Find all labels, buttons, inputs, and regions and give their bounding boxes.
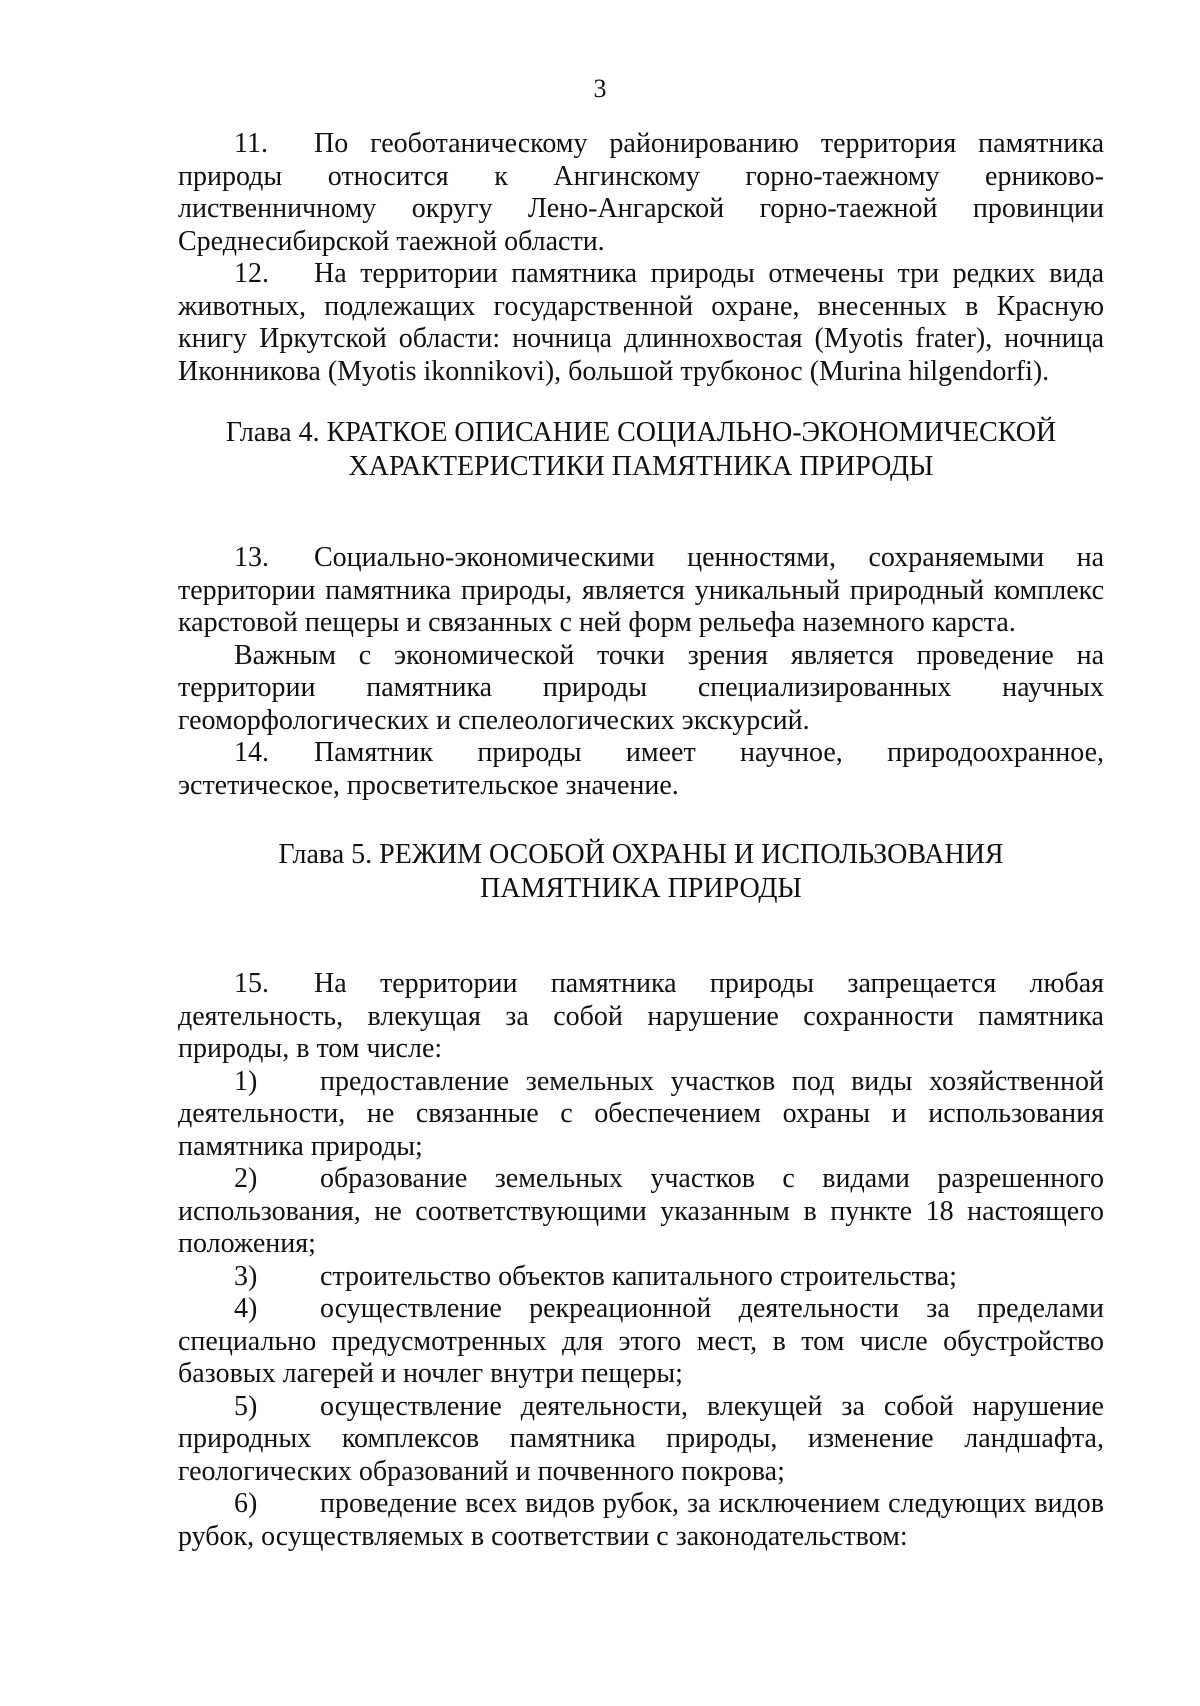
chapter-4-heading (178, 416, 1104, 484)
chapter-heading-line: Глава 5. РЕЖИМ ОСОБОЙ ОХРАНЫ И ИСПОЛЬЗОВАНИЯ (278, 839, 1004, 870)
list-item-text: проведение всех видов рубок, за исключением следующих видов рубок, осуществляемых в соответствии с законодательством: (178, 1488, 1104, 1552)
list-item-text: образование земельных участков с видами разрешенного использования, не соответствующими указанным в пункте 18 настоящего положения; (178, 1163, 1104, 1259)
list-item-number: 1) (234, 1065, 258, 1097)
list-item-number: 2) (234, 1163, 258, 1194)
paragraph-14 (178, 737, 1104, 802)
list-item-number: 3) (234, 1260, 258, 1292)
chapter-heading-line: ХАРАКТЕРИСТИКИ ПАМЯТНИКА ПРИРОДЫ (348, 451, 934, 482)
list-item-6 (178, 1488, 1104, 1553)
paragraph-text: Памятник природы имеет научное, природоохранное, эстетическое, просветительское значение. (178, 737, 1104, 801)
paragraph-text: На территории памятника природы отмечены три редких вида животных, подлежащих государственной охране, внесенных в Красную книгу Иркутской области: ночница длиннохвостая (Myotis frater), ночница Иконникова (Myotis ikonnikovi), большой трубконос (Murina hilgendorfi). (178, 258, 1104, 387)
list-item-1 (178, 1066, 1104, 1164)
paragraph-12 (178, 258, 1104, 388)
list-item-number: 4) (234, 1293, 258, 1324)
chapter-heading-line: ПАМЯТНИКА ПРИРОДЫ (480, 873, 802, 904)
list-item-text: осуществление рекреационной деятельности за пределами специально предусмотренных для этого мест, в том числе обустройство базовых лагерей и ночлег внутри пещеры; (178, 1293, 1104, 1389)
chapter-5-heading (178, 838, 1104, 906)
list-item-text: строительство объектов капитального строительства; (320, 1260, 957, 1292)
list-item-text: осуществление деятельности, влекущей за собой нарушение природных комплексов памятника природы, изменение ландшафта, геологических образований и почвенного покрова; (178, 1390, 1104, 1487)
list-item-text: предоставление земельных участков под виды хозяйственной деятельности, не связанные с обеспечением охраны и использования памятника природы; (178, 1065, 1104, 1162)
paragraph-text: По геоботаническому районированию территория памятника природы относится к Ангинскому горно-таежному ерниково-лиственничному округу Лено-Ангарской горно-таежной провинции Среднесибирской таежной области. (178, 128, 1104, 257)
paragraph-number: 13. (234, 542, 269, 573)
list-item-2 (178, 1163, 1104, 1261)
list-item-number: 6) (234, 1488, 258, 1519)
list-item-3 (178, 1261, 1104, 1294)
paragraph-11 (178, 128, 1104, 258)
chapter-heading-line: Глава 4. КРАТКОЕ ОПИСАНИЕ СОЦИАЛЬНО-ЭКОНОМИЧЕСКОЙ (225, 417, 1057, 448)
paragraph-13-continued (178, 640, 1104, 738)
list-item-number: 5) (234, 1390, 258, 1422)
list-item-4 (178, 1293, 1104, 1391)
page-number: 3 (593, 74, 607, 103)
paragraph-text: На территории памятника природы запрещается любая деятельность, влекущая за собой нарушение сохранности памятника природы, в том числе: (178, 968, 1104, 1064)
document-body (178, 128, 1104, 1553)
paragraph-number: 15. (234, 968, 269, 999)
paragraph-number: 11. (234, 128, 268, 159)
paragraph-13 (178, 542, 1104, 640)
paragraph-15 (178, 968, 1104, 1066)
list-item-5 (178, 1391, 1104, 1489)
paragraph-text: Важным с экономической точки зрения является проведение на территории памятника природы специализированных научных геоморфологических и спелеологических экскурсий. (178, 639, 1104, 736)
paragraph-number: 12. (234, 258, 269, 289)
paragraph-number: 14. (234, 737, 269, 768)
paragraph-text: Социально-экономическими ценностями, сохраняемыми на территории памятника природы, является уникальный природный комплекс карстовой пещеры и связанных с ней форм рельефа наземного карста. (178, 542, 1104, 638)
